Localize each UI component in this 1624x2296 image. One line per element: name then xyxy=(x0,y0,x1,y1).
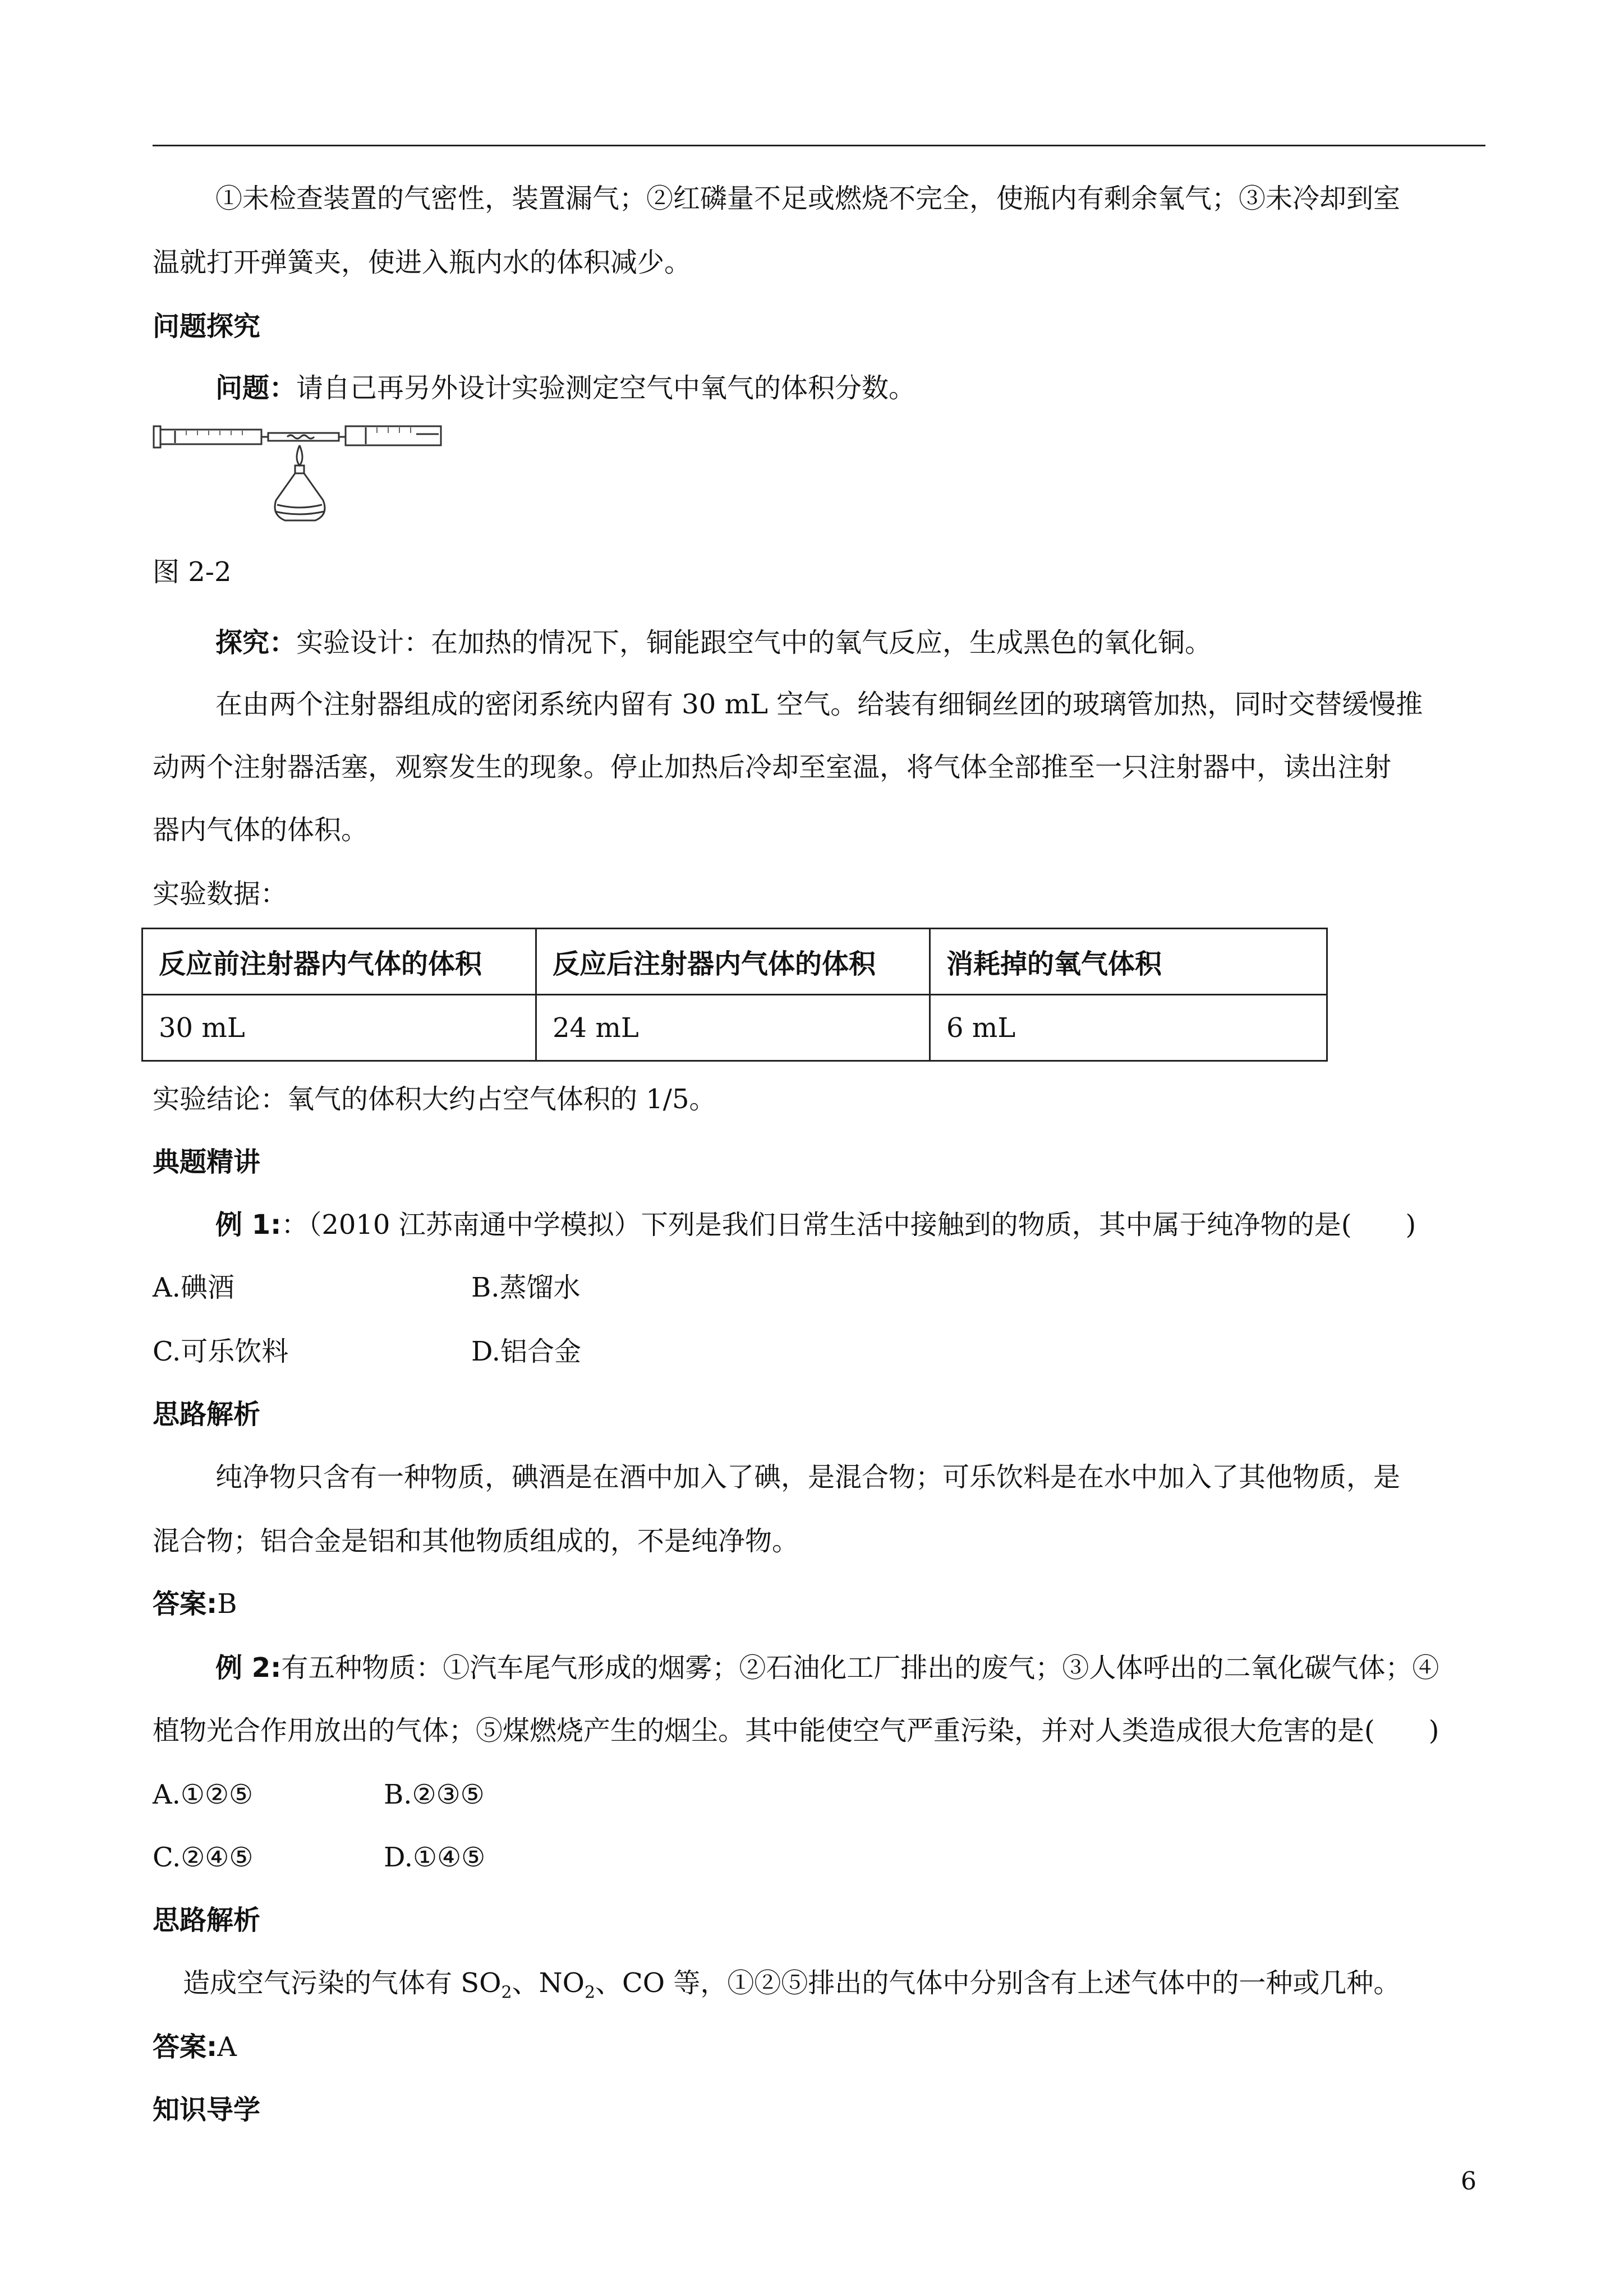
example-2-option-a: A.①②⑤ xyxy=(153,1779,254,1810)
figure-caption: 图 2-2 xyxy=(153,556,232,588)
example-1-option-b: B.蒸馏水 xyxy=(471,1272,581,1303)
intro-line-1: ①未检查装置的气密性，装置漏气；②红磷量不足或燃烧不完全，使瓶内有剩余氧气；③未冷却到室 xyxy=(215,183,1401,214)
answer-2-value: A xyxy=(217,2031,237,2063)
right-syringe-barrel xyxy=(346,426,441,445)
example-2-option-b: B.②③⑤ xyxy=(384,1779,485,1810)
data-label: 实验数据： xyxy=(153,878,288,910)
example-1-label: 例 1: xyxy=(215,1209,282,1241)
section-title-inquiry: 问题探究 xyxy=(153,311,261,342)
copper-wire-coil xyxy=(287,435,314,439)
explore-paragraph xyxy=(215,609,1212,676)
left-syringe-plunger xyxy=(154,426,160,448)
example-2-line-2: 植物光合作用放出的气体；⑤煤燃烧产生的烟尘。其中能使空气严重污染，并对人类造成很大危害的是( ) xyxy=(153,1715,1439,1746)
example-1-option-c: C.可乐饮料 xyxy=(153,1336,289,1367)
table-cell: 6 mL xyxy=(930,995,1327,1061)
answer-2-label: 答案: xyxy=(153,2031,218,2063)
example-2-line-1 xyxy=(215,1634,1439,1702)
question-text: 请自己再另外设计实验测定空气中氧气的体积分数。 xyxy=(296,372,916,404)
example-1-question xyxy=(215,1191,1416,1258)
answer-1-label: 答案: xyxy=(153,1588,218,1620)
analysis-1-line-1: 纯净物只含有一种物质，碘酒是在酒中加入了碘，是混合物；可乐饮料是在水中加入了其他物质，是 xyxy=(215,1461,1401,1493)
table-header-cell: 反应前注射器内气体的体积 xyxy=(142,929,536,995)
table-header-cell: 反应后注射器内气体的体积 xyxy=(536,929,930,995)
procedure-line-3: 器内气体的体积。 xyxy=(153,814,369,846)
section-title-examples: 典题精讲 xyxy=(153,1146,261,1178)
example-1-option-d: D.铝合金 xyxy=(471,1336,582,1367)
procedure-line-1: 在由两个注射器组成的密闭系统内留有 30 mL 空气。给装有细铜丝团的玻璃管加热，同时交替缓慢推 xyxy=(215,689,1423,720)
answer-2 xyxy=(153,2013,237,2081)
intro-line-2: 温就打开弹簧夹，使进入瓶内水的体积减少。 xyxy=(153,247,692,278)
example-2-option-c: C.②④⑤ xyxy=(153,1842,254,1873)
table-header-row xyxy=(142,929,1327,995)
header-rule xyxy=(153,145,1485,146)
no2-subscript: 2 xyxy=(584,1983,596,2003)
analysis-2-post: 、CO 等，①②⑤排出的气体中分别含有上述气体中的一种或几种。 xyxy=(595,1967,1401,1999)
answer-1-value: B xyxy=(217,1588,237,1620)
syringe-apparatus-figure xyxy=(153,416,444,533)
analysis-1-line-2: 混合物；铝合金是铝和其他物质组成的，不是纯净物。 xyxy=(153,1525,799,1557)
question-label: 问题： xyxy=(215,372,297,404)
explore-text: 实验设计：在加热的情况下，铜能跟空气中的氧气反应，生成黑色的氧化铜。 xyxy=(296,627,1212,658)
experiment-data-table xyxy=(141,928,1328,1062)
table-cell: 24 mL xyxy=(536,995,930,1061)
example-1-option-a: A.碘酒 xyxy=(153,1272,234,1303)
analysis-2-text xyxy=(183,1949,1400,2027)
procedure-line-2: 动两个注射器活塞，观察发生的现象。停止加热后冷却至室温，将气体全部推至一只注射器中，读出注射 xyxy=(153,751,1392,783)
conclusion: 实验结论：氧气的体积大约占空气体积的 1/5。 xyxy=(153,1084,716,1115)
answer-1 xyxy=(153,1570,237,1638)
question-paragraph xyxy=(215,354,915,422)
page-number: 6 xyxy=(1461,2167,1476,2196)
table-row xyxy=(142,995,1327,1061)
analysis-title-1: 思路解析 xyxy=(153,1399,261,1430)
example-1-text: ：（2010 江苏南通中学模拟）下列是我们日常生活中接触到的物质，其中属于纯净物的是( ) xyxy=(281,1209,1416,1241)
table-header-cell: 消耗掉的氧气体积 xyxy=(930,929,1327,995)
section-title-guide: 知识导学 xyxy=(153,2094,261,2126)
example-2-option-d: D.①④⑤ xyxy=(384,1842,486,1873)
copper-tube xyxy=(268,433,339,441)
lamp-flame xyxy=(297,445,302,465)
analysis-title-2: 思路解析 xyxy=(153,1905,261,1936)
example-2-text: 有五种物质：①汽车尾气形成的烟雾；②石油化工厂排出的废气；③人体呼出的二氧化碳气体；④ xyxy=(281,1652,1439,1684)
table-cell: 30 mL xyxy=(142,995,536,1061)
so2-subscript: 2 xyxy=(501,1983,512,2003)
explore-label: 探究： xyxy=(215,627,297,658)
analysis-2-pre: 造成空气污染的气体有 SO xyxy=(183,1967,502,1999)
analysis-2-mid: 、NO xyxy=(512,1967,585,1999)
example-2-label: 例 2: xyxy=(215,1652,282,1684)
